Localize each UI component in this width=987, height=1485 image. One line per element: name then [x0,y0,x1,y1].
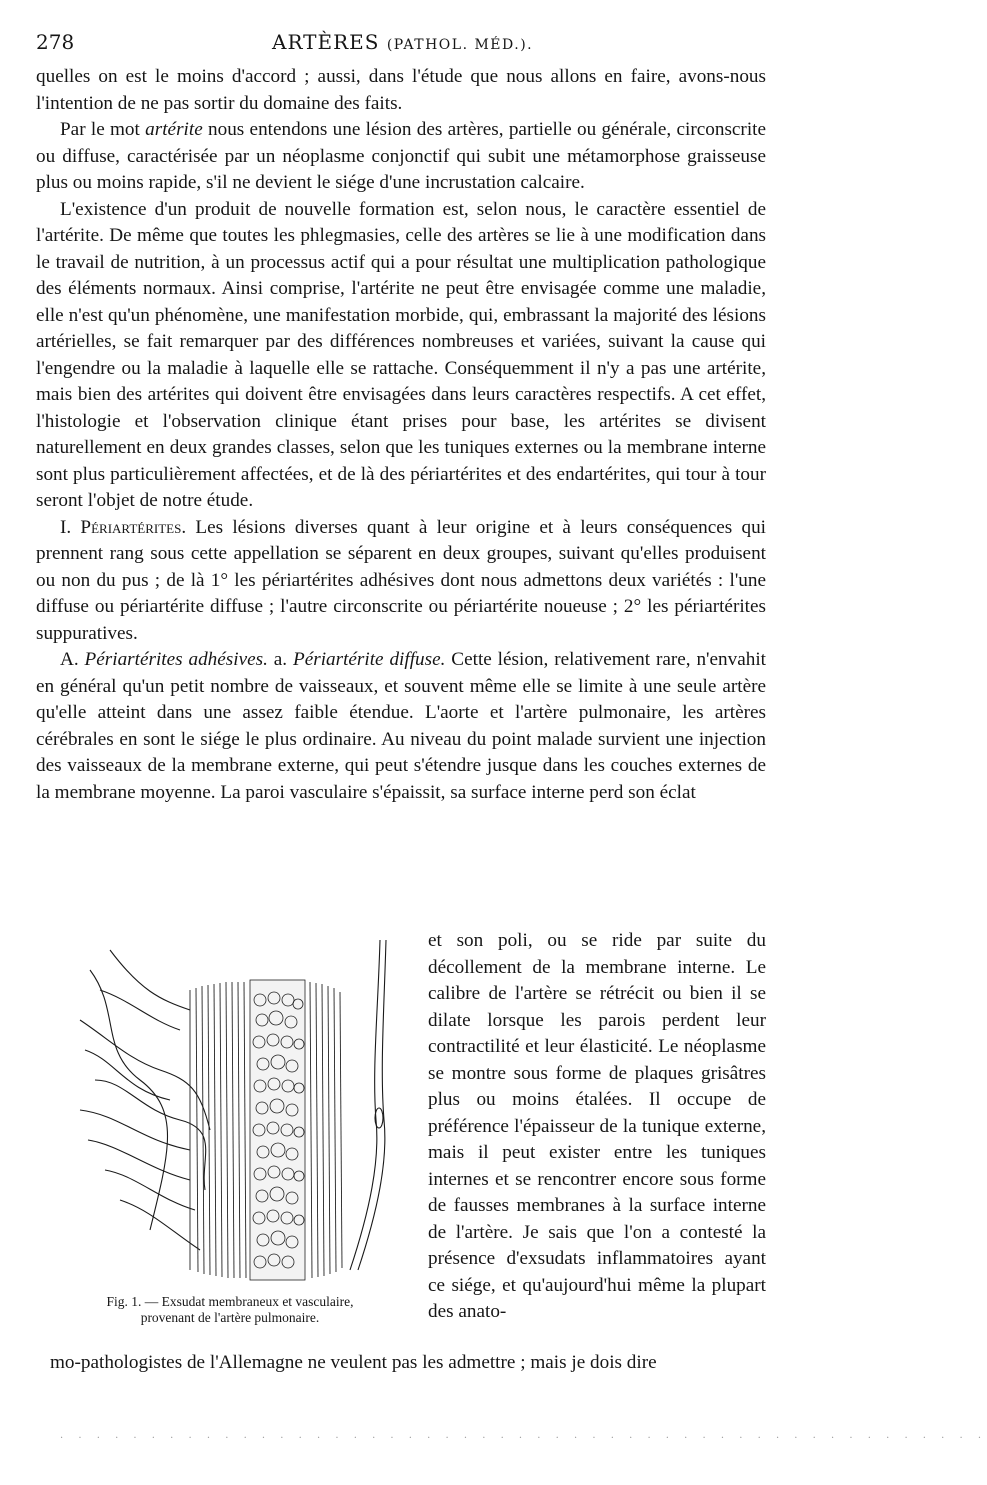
running-title-main: ARTÈRES [272,30,380,54]
right-column-text [428,928,766,1326]
running-title-sub: (PATHOL. MÉD.). [386,37,534,53]
paragraph-2: Par le mot artérite nous entendons une lésion des artères, partielle ou générale, circonscrite ou diffuse, caractérisée par un néoplasme conjonctif qui subit une métamorphose graisseuse plus ou moins rapide, s'il ne devient le siége d'une incrustation calcaire. [36,119,767,193]
subheading-adhesives: Périartérites adhésives. [84,649,268,670]
running-title [272,30,533,54]
page-number: 278 [36,30,75,54]
term-arterite: artérite [145,119,203,140]
paragraph-4: I. Périartérites. Les lésions diverses quant à leur origine et à leurs conséquences qui prennent rang sous cette appellation se séparent en deux groupes, suivant qu'elles produisent ou non du pus ; de là 1° les périartérites adhésives dont nous admettons deux variétés : l'une diffuse ou périartérite diffuse ; l'autre circonscrite ou périartérite noueuse ; 2° les périartérites suppuratives. [36,516,766,644]
section-heading-periarterites: I. Périartérites. [60,516,187,538]
right-column-paragraph: et son poli, ou se ride par suite du décollement de la membrane interne. Le calibre de l'artère se rétrécit ou bien il se dilate lorsque les parois perdent leur contractilité et leur élasticité. Le néoplasme se montre sous forme de plaques grisâtres plus ou moins étalées. Il occupe de préférence l'épaisseur de la tunique externe, mais il peut exister entre les tuniques internes et se rencontrer encore sous forme de fausses membranes à la surface interne de l'artère. Je sais que l'on a contesté la présence d'exsudats inflammatoires ayant ce siége, et qu'aujourd'hui même la plupart des anato- [428,930,766,1322]
figure-illustration [80,930,400,1290]
body-text [36,64,766,806]
subheading-diffuse: Périartérite diffuse. [292,649,446,670]
figure-1 [40,930,420,1345]
paragraph-5: A. Périartérites adhésives. a. Périartérite diffuse. Cette lésion, relativement rare, n'envahit en général qu'un petit nombre de vaisseaux, et souvent même elle se limite à une seule artère qu'elle atteint dans une assez faible étendue. L'aorte et l'artère pulmonaire, les artères cérébrales en sont le siége le plus ordinaire. Au niveau du point malade survient une injection des vaisseaux de la membrane externe, qui peut s'étendre jusque dans les couches externes de la membrane moyenne. La paroi vasculaire s'épaissit, sa surface interne perd son éclat [36,649,766,803]
figure-caption-line-1: Fig. 1. — Exsudat membraneux et vasculaire, [106,1294,354,1309]
figure-caption [40,1294,420,1326]
running-header [36,30,760,62]
paragraph-3: L'existence d'un produit de nouvelle formation est, selon nous, le caractère essentiel de l'artérite. De même que toutes les phlegmasies, celle des artères se lie à une modification dans le travail de nutrition, à un processus actif qui a pour résultat une multiplication pathologique des éléments normaux. Ainsi comprise, l'artérite ne peut être envisagée comme une maladie, elle n'est qu'un phénomène, une manifestation morbide, qui, embrassant la majorité des lésions artérielles, se fait remarquer par des différences nombreuses et variées, suivant la cause qui l'engendre ou la maladie à laquelle elle se rattache. Conséquemment il n'y a pas une artérite, mais bien des artérites qui doivent être envisagées dans leurs caractères respectifs. A cet effet, l'histologie et l'observation clinique étant prises pour base, les artérites se divisent naturellement en deux grandes classes, selon que les tuniques externes ou la membrane interne sont plus particulièrement affectées, et de là des périartérites et des endartérites, qui tour à tour seront l'objet de notre étude. [36,198,766,511]
paragraph-1: quelles on est le moins d'accord ; aussi, dans l'étude que nous allons en faire, avons-nous l'intention de ne pas sortir du domaine des faits. [36,66,766,114]
final-line: mo-pathologistes de l'Allemagne ne veulent pas les admettre ; mais je dois dire [50,1352,657,1373]
figure-caption-line-2: provenant de l'artère pulmonaire. [140,1310,320,1325]
print-specks: . . . . . . . . . . . . . . . . . . . . . . . . . . . . . . . . . . . . . . . . . . . . . . . . . . . [60,1430,987,1441]
